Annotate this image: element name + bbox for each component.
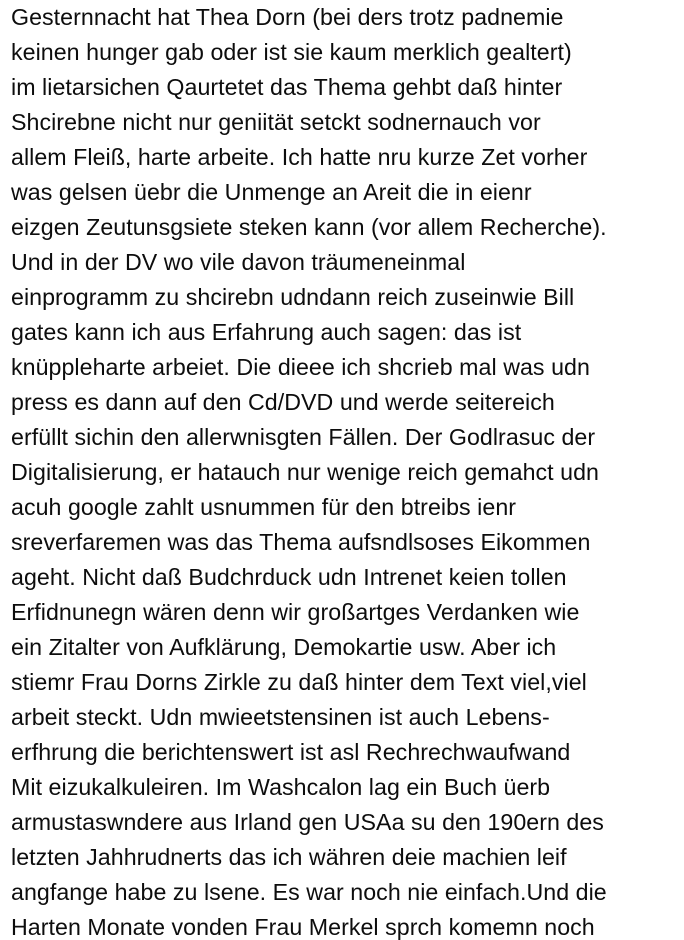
text-line: ein Zitalter von Aufklärung, Demokartie usw. Aber ich	[11, 634, 557, 660]
text-line: stiemr Frau Dorns Zirkle zu daß hinter dem Text viel,viel	[11, 669, 587, 695]
text-line: Erfidnunegn wären denn wir großartges Verdanken wie	[11, 599, 580, 625]
text-line: sreverfaremen was das Thema aufsndlsoses Eikommen	[11, 529, 591, 555]
text-line: was gelsen üebr die Unmenge an Areit die in eienr	[11, 179, 532, 205]
text-line: press es dann auf den Cd/DVD und werde seitereich	[11, 389, 555, 415]
text-line: angfange habe zu lsene. Es war noch nie einfach.Und die	[11, 879, 607, 905]
text-line: einprogramm zu shcirebn udndann reich zuseinwie Bill	[11, 284, 575, 310]
text-line: ageht. Nicht daß Budchrduck udn Intrenet keien tollen	[11, 564, 567, 590]
text-line: Harten Monate vonden Frau Merkel sprch komemn noch	[11, 914, 595, 940]
text-line: armustaswndere aus Irland gen USAa su den 190ern des	[11, 809, 604, 835]
text-line: knüppleharte arbeiet. Die dieee ich shcrieb mal was udn	[11, 354, 590, 380]
text-line: letzten Jahhrudnerts das ich währen deie machien leif	[11, 844, 567, 870]
text-line: gates kann ich aus Erfahrung auch sagen: das ist	[11, 319, 522, 345]
text-line: arbeit steckt. Udn mwieetstensinen ist auch Lebens-	[11, 704, 550, 730]
text-line: acuh google zahlt usnummen für den btreibs ienr	[11, 494, 517, 520]
text-line: Gesternnacht hat Thea Dorn (bei ders trotz padnemie	[11, 4, 564, 30]
text-line: Mit eizukalkuleiren. Im Washcalon lag ein Buch üerb	[11, 774, 551, 800]
text-line: allem Fleiß, harte arbeite. Ich hatte nru kurze Zet vorher	[11, 144, 588, 170]
text-line: erfhrung die berichtenswert ist asl Rechrechwaufwand	[11, 739, 571, 765]
text-line: erfüllt sichin den allerwnisgten Fällen. Der Godlrasuc der	[11, 424, 596, 450]
text-line: Shcirebne nicht nur geniität setckt sodnernauch vor	[11, 109, 541, 135]
text-line: eizgen Zeutunsgsiete steken kann (vor allem Recherche).	[11, 214, 607, 240]
text-line: im lietarsichen Qaurtetet das Thema gehbt daß hinter	[11, 74, 563, 100]
text-line: keinen hunger gab oder ist sie kaum merklich gealtert)	[11, 39, 572, 65]
text-line: Und in der DV wo vile davon träumeneinmal	[11, 249, 466, 275]
text-line: Digitalisierung, er hatauch nur wenige reich gemahct udn	[11, 459, 599, 485]
body-text	[11, 0, 681, 940]
